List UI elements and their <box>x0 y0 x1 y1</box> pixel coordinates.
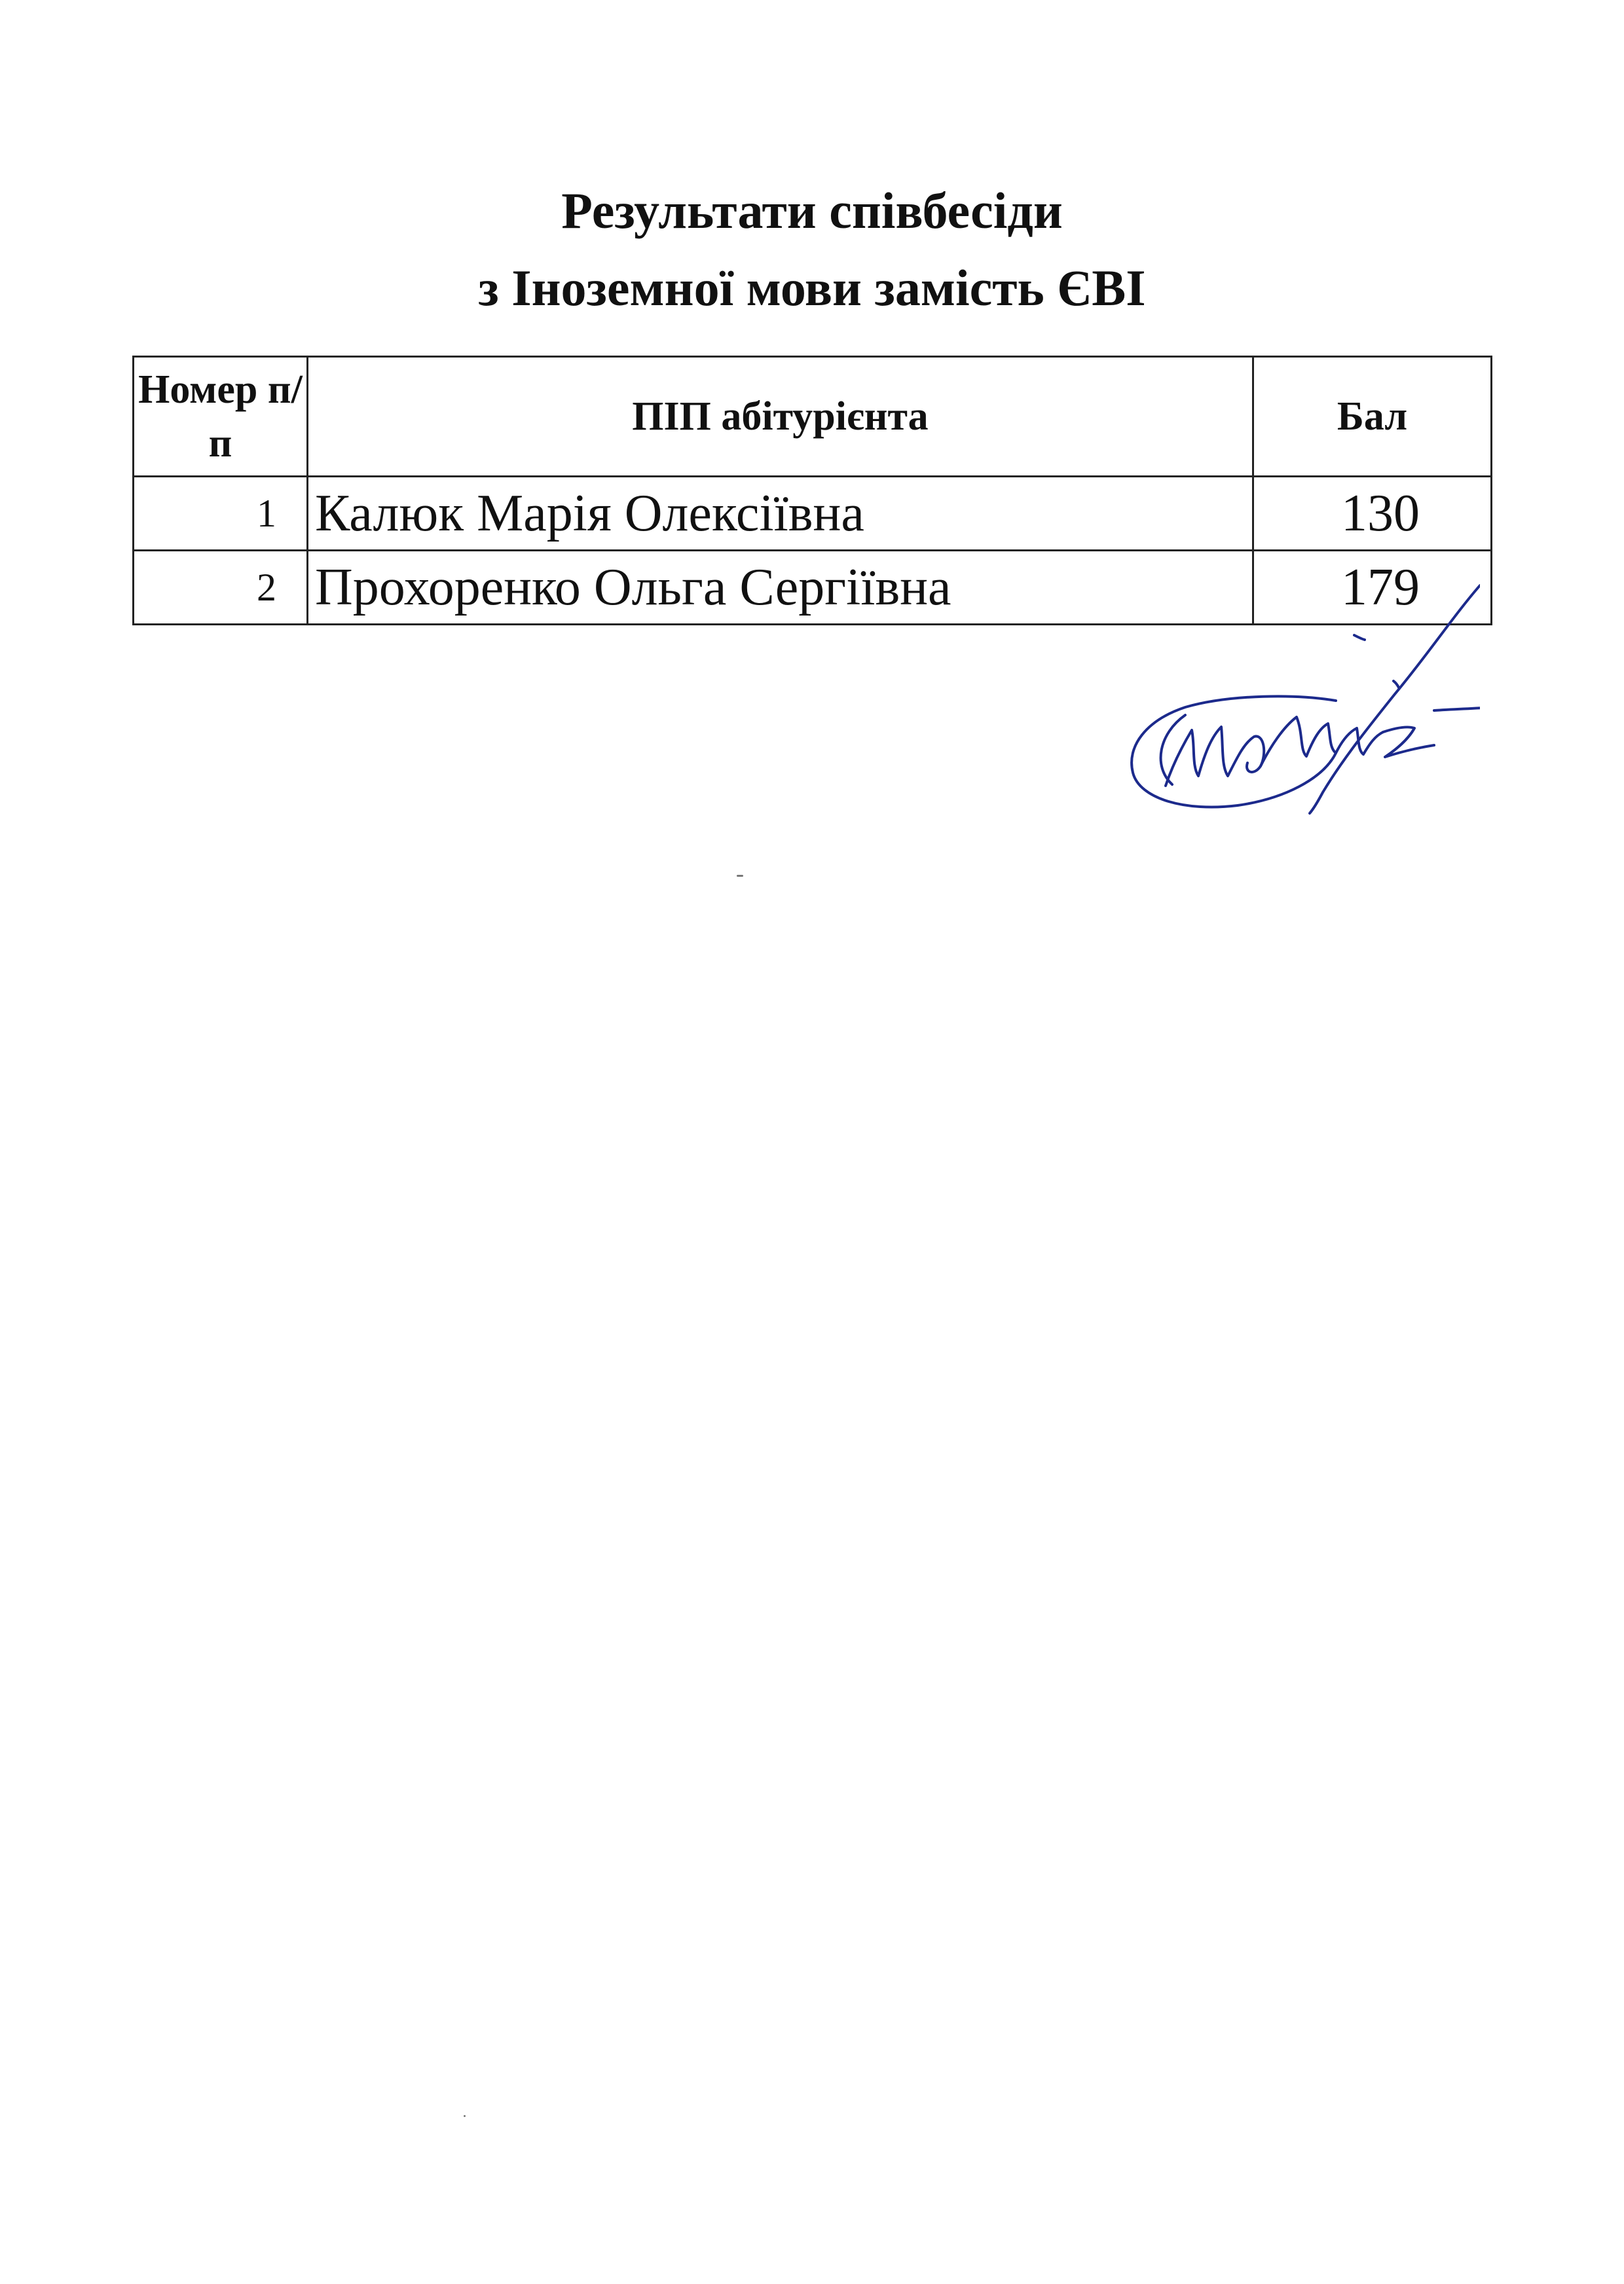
header-score: Бал <box>1253 357 1492 477</box>
row-name: Калюк Марія Олексіївна <box>308 477 1253 551</box>
row-name: Прохоренко Ольга Сергіївна <box>308 551 1253 625</box>
table-header-row <box>134 357 1492 477</box>
handwritten-signature-icon <box>1087 576 1480 838</box>
scan-speck <box>737 875 743 877</box>
row-number: 1 <box>134 477 308 551</box>
header-number: Номер п/п <box>134 357 308 477</box>
header-name: ПІП абітурієнта <box>308 357 1253 477</box>
table-row <box>134 477 1492 551</box>
row-score: 130 <box>1253 477 1492 551</box>
document-title-line-1: Результати співбесіди <box>561 182 1063 239</box>
row-score: 179 <box>1253 551 1492 625</box>
scan-speck <box>464 2115 466 2117</box>
row-number: 2 <box>134 551 308 625</box>
document-title-line-2: з Іноземної мови замість ЄВІ <box>478 259 1146 316</box>
